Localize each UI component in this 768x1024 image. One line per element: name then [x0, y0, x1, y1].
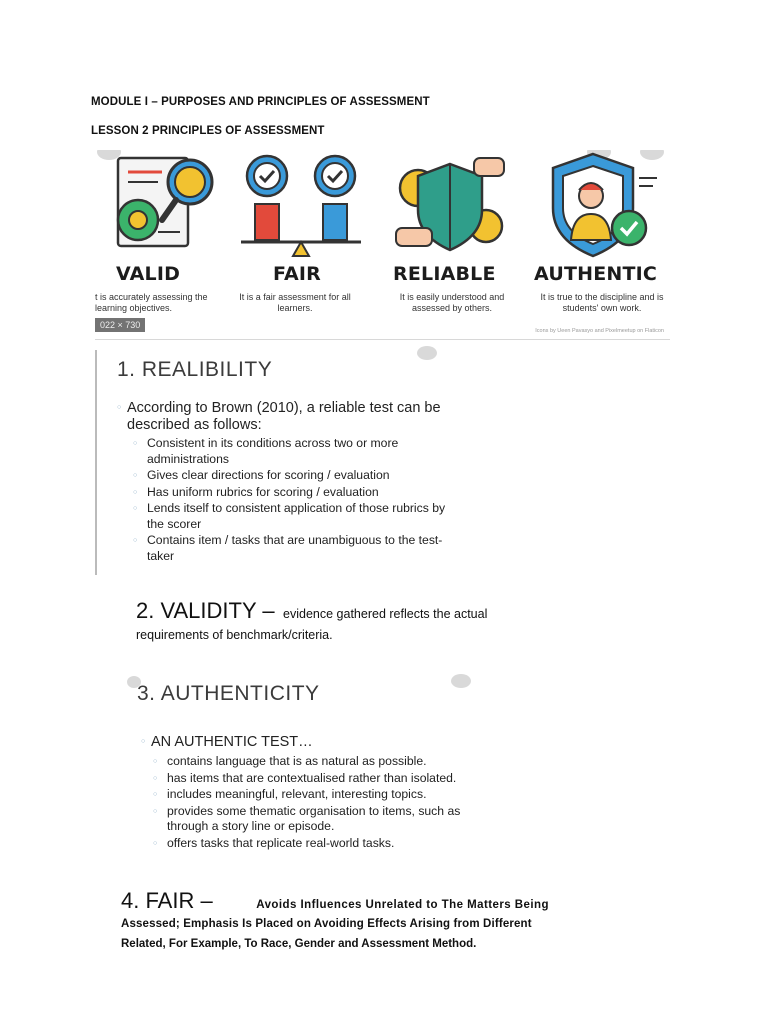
close-icon[interactable] — [417, 346, 437, 360]
fair-scale-icon — [235, 150, 365, 258]
banner-word-fair: FAIR — [273, 263, 322, 285]
list-item: ○ contains language that is as natural as possible. — [151, 754, 493, 770]
validity-text-continued: requirements of benchmark/criteria. — [136, 628, 333, 642]
list-item: ○ has items that are contextualised rather than isolated. — [151, 771, 493, 787]
image-size-badge: 022 × 730 — [95, 318, 145, 332]
banner-caption-authentic: It is true to the discipline and is students' own work. — [540, 292, 664, 313]
fair-heading: 4. FAIR – — [121, 888, 213, 913]
reliability-list — [131, 436, 461, 564]
reliability-lead: According to Brown (2010), a reliable test can be described as follows: — [127, 400, 441, 433]
list-item: ○ provides some thematic organisation to items, such as through a story line or episode. — [151, 804, 493, 835]
fair-paragraph — [121, 888, 549, 914]
list-item: ○ includes meaningful, relevant, interesting topics. — [151, 787, 493, 803]
lesson-heading: LESSON 2 PRINCIPLES OF ASSESSMENT — [91, 125, 325, 137]
list-item: ○ Contains item / tasks that are unambiguous to the test-taker — [131, 533, 461, 564]
banner-caption-fair: It is a fair assessment for all learners. — [239, 292, 351, 313]
expand-icon[interactable] — [451, 674, 471, 688]
fair-text-line2: Assessed; Emphasis Is Placed on Avoiding Effects Arising from Different — [121, 918, 532, 930]
reliable-shield-icon — [390, 150, 520, 258]
validity-paragraph — [136, 598, 556, 624]
validity-heading: 2. VALIDITY – — [136, 598, 275, 623]
list-item: ○ Gives clear directions for scoring / evaluation — [131, 468, 461, 484]
fair-text-line3: Related, For Example, To Race, Gender and Assessment Method. — [121, 938, 477, 950]
authenticity-title: 3. AUTHENTICITY — [137, 682, 320, 705]
banner-word-reliable: RELIABLE — [393, 263, 496, 285]
image-credit: Icons by Ueen Pavasyo and Pixelmeetup on Flaticon — [535, 328, 664, 334]
authenticity-lead: AN AUTHENTIC TEST… — [151, 734, 313, 750]
list-item: ○ offers tasks that replicate real-world tasks. — [151, 836, 493, 852]
list-item: ○ Consistent in its conditions across two or more administrations — [131, 436, 461, 467]
list-item: ○ Lends itself to consistent application of those rubrics by the scorer — [131, 501, 461, 532]
banner-word-valid: VALID — [116, 263, 181, 285]
module-heading: MODULE I – PURPOSES AND PRINCIPLES OF ASSESSMENT — [91, 96, 430, 108]
banner-caption-valid: t is accurately assessing the learning objectives. — [95, 292, 208, 313]
reliability-slide: 1. REALIBILITY ○ According to Brown (2010), a reliable test can be described as follows: ○ Consistent in its conditions across two or more administrations ○ Gives clear directions for scoring / evaluation ○ Has uniform rubrics for scoring / evaluation ○ Lends itself to consistent application of those rubrics by the scorer ○ Contains item / tasks that are unambiguous to the test-taker — [95, 350, 465, 575]
banner-word-authentic: AUTHENTIC — [534, 263, 658, 285]
fair-text-line1: Avoids Influences Unrelated to The Matters Being — [256, 899, 549, 911]
principles-banner-image — [95, 150, 670, 340]
banner-caption-reliable: It is easily understood and assessed by others. — [399, 292, 505, 313]
list-item: ○ Has uniform rubrics for scoring / evaluation — [131, 485, 461, 501]
authenticity-slide: 3. AUTHENTICITY ○ AN AUTHENTIC TEST… ○ contains language that is as natural as possible. ○ has items that are contextualised rather than isolated. ○ includes meaningful, relevant, interesting topics. ○ provides some thematic organisation to items, such as through a story line or episode. ○ offers tasks that replicate real-world tasks. — [125, 672, 495, 877]
valid-icon — [100, 150, 230, 258]
authentic-person-icon — [535, 150, 665, 258]
reliability-title: 1. REALIBILITY — [117, 358, 273, 381]
authenticity-list — [151, 754, 493, 851]
validity-text: evidence gathered reflects the actual — [283, 607, 488, 621]
